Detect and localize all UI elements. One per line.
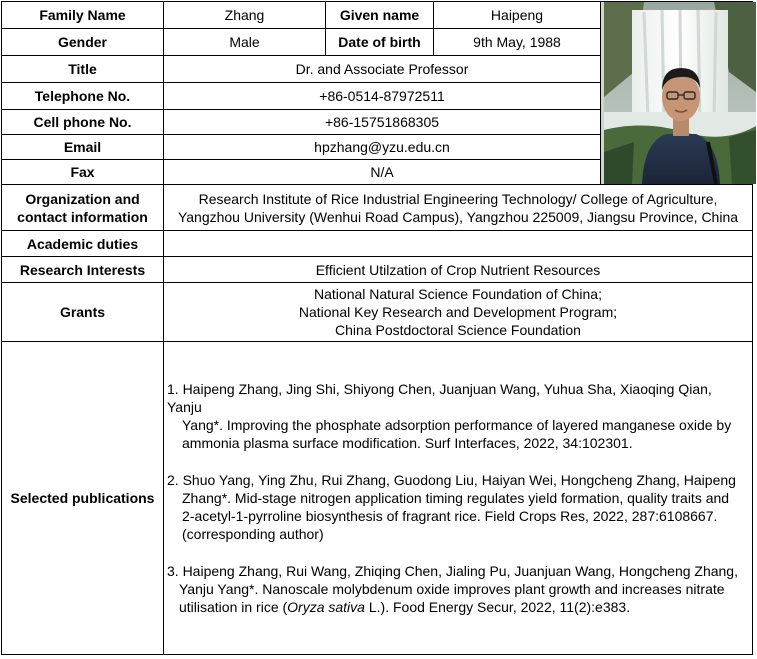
family-name-label: Family Name — [2, 2, 164, 29]
publication-line: 2-acetyl-1-pyrroline biosynthesis of fragrant rice. Field Crops Res, 2022, 287:6108667. — [182, 508, 718, 524]
publications-list — [164, 342, 753, 655]
publication-text: utilisation in rice ( — [179, 599, 288, 615]
grant-item: National Key Research and Development Program; — [298, 304, 618, 320]
org-value-line1: Research Institute of Rice Industrial Engineering Technology/ College of Agriculture, — [198, 190, 718, 207]
publication-line: Zhang*. Mid-stage nitrogen application timing regulates yield formation, quality traits and — [182, 490, 730, 506]
given-name-value: Haipeng — [434, 2, 601, 29]
fax-value: N/A — [164, 160, 601, 185]
org-label-line1: Organization and — [25, 190, 140, 207]
dob-value: 9th May, 1988 — [434, 29, 601, 56]
telephone-label: Telephone No. — [2, 83, 164, 110]
cell-value: +86-15751868305 — [164, 110, 601, 135]
publication-line: Yanju Yang*. Nanoscale molybdenum oxide improves plant growth and increases nitrate — [179, 581, 725, 597]
org-label-line2: contact information — [17, 208, 148, 225]
family-name-value: Zhang — [164, 2, 326, 29]
org-value-line2: Yangzhou University (Wenhui Road Campus), Yangzhou 225009, Jiangsu Province, China — [177, 208, 739, 225]
publication-item — [167, 380, 749, 452]
telephone-value: +86-0514-87972511 — [164, 83, 601, 110]
grant-item: China Postdoctoral Science Foundation — [335, 322, 581, 338]
org-label — [2, 185, 164, 231]
publication-line: 1. Haipeng Zhang, Jing Shi, Shiyong Chen, Juanjuan Wang, Yuhua Sha, Xiaoqing Qian, Yanju — [167, 381, 712, 415]
publication-line: Yang*. Improving the phosphate adsorption performance of layered manganese oxide by — [182, 417, 732, 433]
publication-item — [167, 471, 749, 543]
email-label: Email — [2, 135, 164, 160]
title-label: Title — [2, 56, 164, 83]
publications-label: Selected publications — [2, 342, 164, 655]
gender-value: Male — [164, 29, 326, 56]
org-value — [164, 185, 753, 231]
profile-photo — [601, 2, 753, 185]
given-name-label: Given name — [326, 2, 434, 29]
gender-label: Gender — [2, 29, 164, 56]
species-name: Oryza sativa — [287, 599, 365, 615]
publication-item — [167, 562, 749, 616]
grant-item: National Natural Science Foundation of China; — [314, 286, 602, 302]
portrait-image — [604, 2, 756, 184]
publication-text: L.). Food Energy Secur, 2022, 11(2):e383. — [364, 599, 631, 615]
academic-duties-label: Academic duties — [2, 231, 164, 257]
email-value: hpzhang@yzu.edu.cn — [164, 135, 601, 160]
cell-label: Cell phone No. — [2, 110, 164, 135]
research-interests-value: Efficient Utilzation of Crop Nutrient Resources — [164, 257, 753, 283]
dob-label: Date of birth — [326, 29, 434, 56]
fax-label: Fax — [2, 160, 164, 185]
research-interests-label: Research Interests — [2, 257, 164, 283]
publication-line: 3. Haipeng Zhang, Rui Wang, Zhiqing Chen, Jialing Pu, Juanjuan Wang, Hongcheng Zhang, — [167, 563, 738, 579]
profile-table — [1, 1, 753, 655]
academic-duties-value — [164, 231, 753, 257]
title-value: Dr. and Associate Professor — [164, 56, 601, 83]
grants-value — [164, 283, 753, 342]
publication-line: 2. Shuo Yang, Ying Zhu, Rui Zhang, Guodong Liu, Haiyan Wei, Hongcheng Zhang, Haipeng — [167, 472, 736, 488]
publication-line: (corresponding author) — [182, 526, 324, 542]
publication-line — [167, 598, 749, 616]
publication-line: ammonia plasma surface modification. Surf Interfaces, 2022, 34:102301. — [182, 435, 633, 451]
grants-label: Grants — [2, 283, 164, 342]
